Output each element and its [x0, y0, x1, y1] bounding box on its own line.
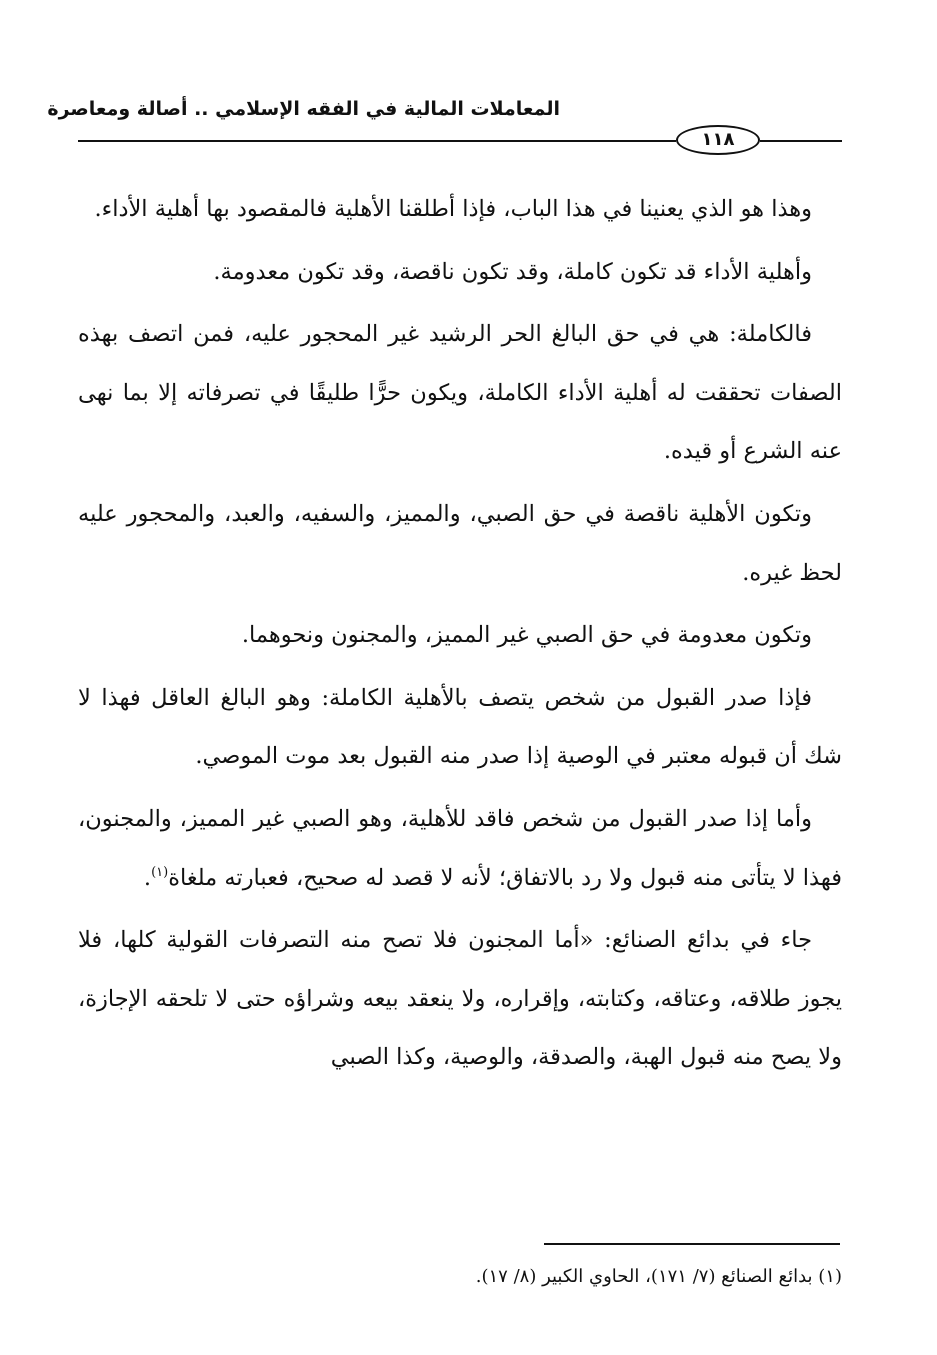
page-number: ١١٨ [676, 125, 760, 155]
paragraph-text: وأما إذا صدر القبول من شخص فاقد للأهلية، وهو الصبي غير المميز، والمجنون، فهذا لا يتأتى منه قبول ولا رد بالاتفاق؛ لأنه لا قصد له صحيح، فعبارته ملغاة [78, 805, 842, 891]
paragraph-end: . [143, 864, 152, 891]
quotation-paragraph: جاء في بدائع الصنائع: «أما المجنون فلا تصح منه التصرفات القولية كلها، فلا يجوز طلاقه، وعتاقه، وكتابته، وإقراره، ولا ينعقد بيعه وشراؤه حتى لا تلحقه الإجازة، ولا يصح منه قبول الهبة، والصدقة، والوصية، وكذا الصبي [78, 927, 842, 1071]
footnote-reference[interactable]: (١) [151, 864, 169, 880]
running-header-title: المعاملات المالية في الفقه الإسلامي .. أصالة ومعاصرة [47, 98, 560, 120]
paragraph: وأهلية الأداء قد تكون كاملة، وقد تكون ناقصة، وقد تكون معدومة. [213, 258, 812, 285]
paragraph: وهذا هو الذي يعنينا في هذا الباب، فإذا أطلقنا الأهلية فالمقصود بها أهلية الأداء. [94, 196, 812, 222]
main-text [78, 180, 842, 1087]
paragraph: فالكاملة: هي في حق البالغ الحر الرشيد غير المحجور عليه، فمن اتصف بهذه الصفات تحققت له أهلية الأداء الكاملة، ويكون حرًّا طليقًا في تصرفاته إلا بما نهى عنه الشرع أو قيده. [78, 321, 842, 465]
header-rule-left [78, 140, 676, 142]
paragraph: وتكون معدومة في حق الصبي غير المميز، والمجنون ونحوهما. [241, 622, 812, 649]
footnote-separator [544, 1243, 840, 1245]
paragraph: فإذا صدر القبول من شخص يتصف بالأهلية الكاملة: وهو البالغ العاقل فهذا لا شك أن قبوله معتبر في الوصية إذا صدر منه القبول بعد موت الموصي. [78, 684, 842, 770]
paragraph: وتكون الأهلية ناقصة في حق الصبي، والمميز، والسفيه، والعبد، والمحجور عليه لحظ غيره. [78, 500, 842, 586]
header-rule-right [760, 140, 842, 142]
paragraph-with-footnote [78, 790, 842, 907]
footnote: (١) بدائع الصنائع (٧/ ١٧١)، الحاوي الكبير (٨/ ١٧). [475, 1266, 842, 1287]
